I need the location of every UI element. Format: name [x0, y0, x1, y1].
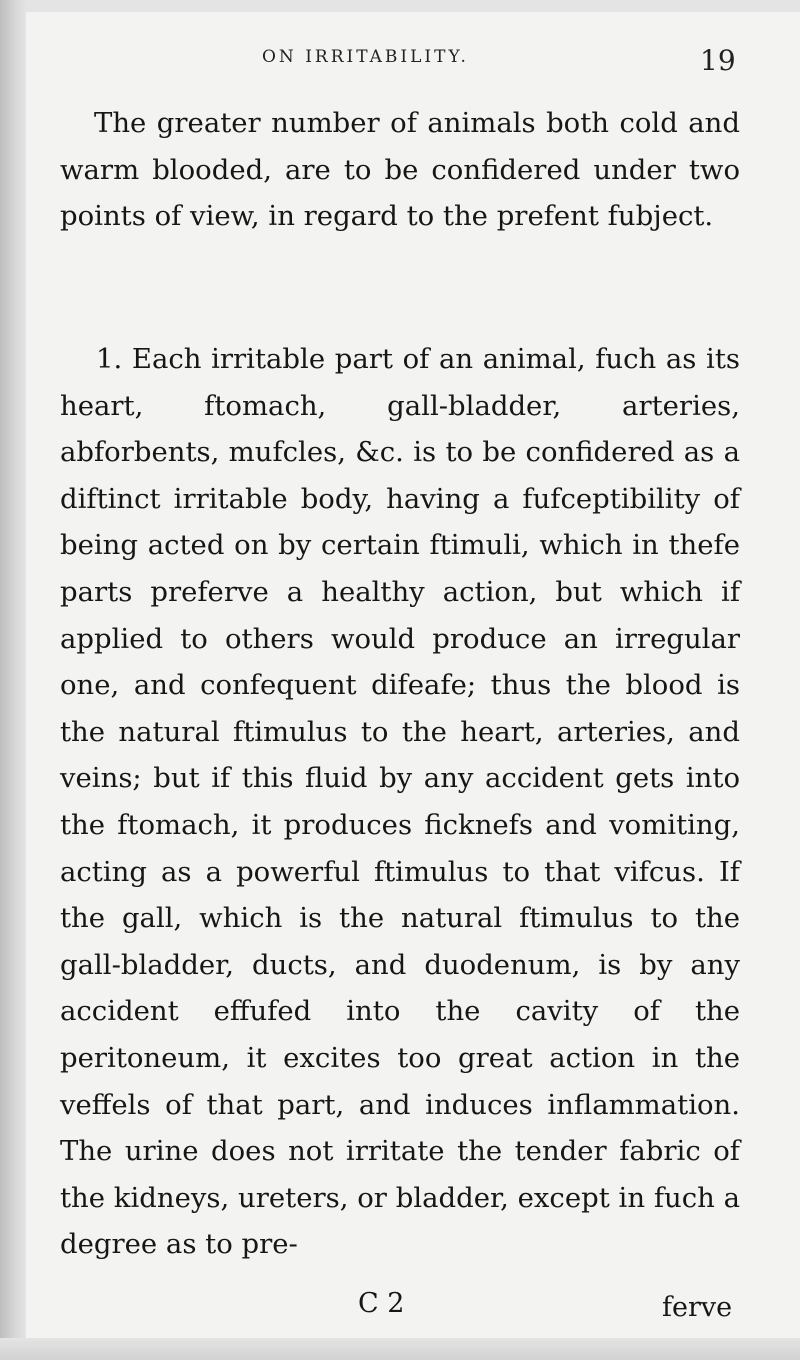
gutter-shadow — [0, 0, 26, 1360]
bottom-edge-shadow — [0, 1338, 800, 1360]
signature-mark: C 2 — [358, 1288, 405, 1319]
paragraph-intro: The greater number of animals both cold and warm blooded, are to be confidered under two points of view, in regard to the prefent fubject. — [60, 107, 740, 233]
page-header — [0, 44, 800, 77]
running-head: ON IRRITABILITY. — [262, 47, 469, 67]
paragraph-point-one: 1. Each irritable part of an animal, fuch as its heart, ftomach, gall-bladder, arteries, abforbents, mufcles, &c. is to be confidered as a diftinct irritable body, having a fufceptibility of being acted on by certain ftimuli, which in thefe parts preferve a healthy action, but which if applied to others would produce an irregular one, and confequent difeafe; thus the blood is the natural ftimulus to the heart, arteries, and veins; but if this fluid by any accident gets into the ftomach, it produces ficknefs and vomiting, acting as a powerful ftimulus to that vifcus. If the gall, which is the natural ftimulus to the gall-bladder, ducts, and duodenum, is by any accident effufed into the cavity of the peritoneum, it excites too great action in the veffels of that part, and induces inflammation. The urine does not irritate the tender fabric of the kidneys, ureters, or bladder, except in fuch a degree as to pre- — [60, 343, 740, 1261]
catchword: ferve — [662, 1292, 733, 1323]
page-footer — [0, 1288, 800, 1328]
page-number: 19 — [700, 44, 736, 77]
